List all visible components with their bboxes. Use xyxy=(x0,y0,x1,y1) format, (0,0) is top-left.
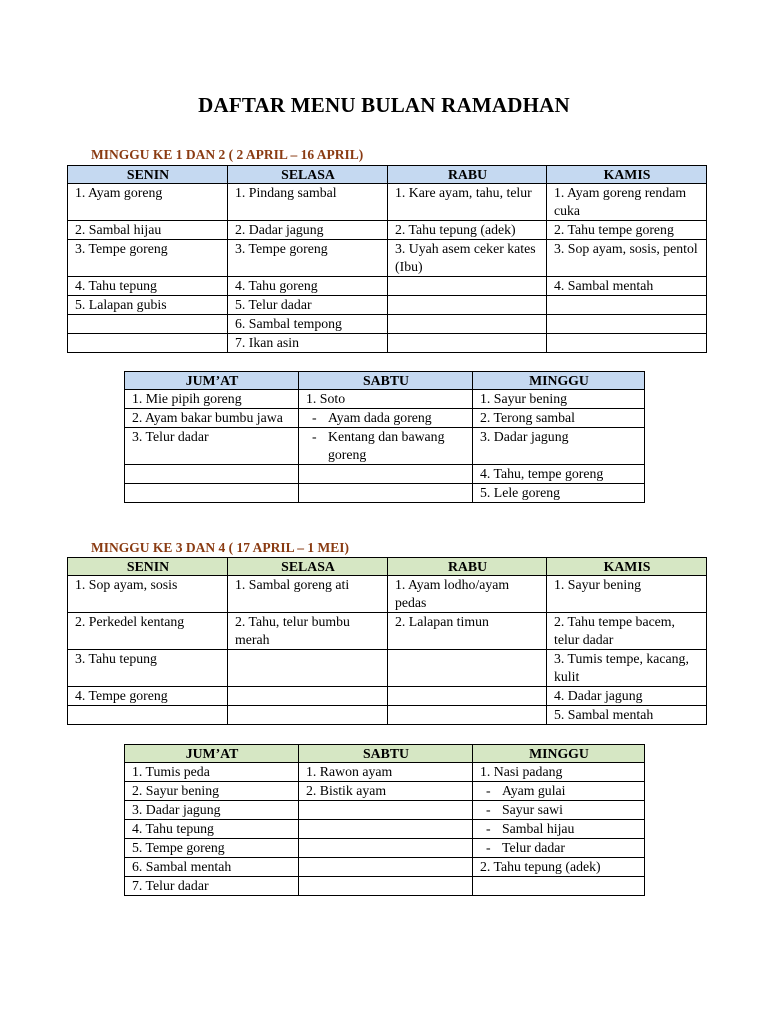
table-row xyxy=(68,334,707,353)
menu-cell xyxy=(547,334,707,353)
table-row xyxy=(68,613,707,650)
menu-cell: 6. Sambal mentah xyxy=(125,858,299,877)
menu-cell xyxy=(68,315,228,334)
menu-cell: 1. Mie pipih goreng xyxy=(125,390,299,409)
menu-cell xyxy=(299,409,473,428)
menu-cell: 2. Sambal hijau xyxy=(68,221,228,240)
table-row xyxy=(125,877,645,896)
column-header: JUM’AT xyxy=(125,372,299,390)
column-header: MINGGU xyxy=(473,745,645,763)
table-row xyxy=(68,650,707,687)
menu-cell: 1. Kare ayam, tahu, telur xyxy=(388,184,547,221)
column-header: RABU xyxy=(388,166,547,184)
menu-cell: 2. Tahu tepung (adek) xyxy=(473,858,645,877)
menu-cell: 1. Nasi padang xyxy=(473,763,645,782)
dash-bullet: - xyxy=(486,783,491,798)
section-label-week-3-4: MINGGU KE 3 DAN 4 ( 17 APRIL – 1 MEI) xyxy=(91,540,350,555)
menu-table-week-3-4-mon-thu xyxy=(67,557,707,725)
menu-cell: 3. Tempe goreng xyxy=(68,240,228,277)
menu-cell xyxy=(388,650,547,687)
menu-cell xyxy=(388,277,547,296)
dash-bullet: - xyxy=(312,429,317,444)
menu-cell xyxy=(388,315,547,334)
menu-cell xyxy=(125,484,299,503)
menu-cell xyxy=(473,839,645,858)
menu-cell xyxy=(299,858,473,877)
menu-cell: 4. Tahu tepung xyxy=(125,820,299,839)
column-header: SABTU xyxy=(299,372,473,390)
menu-cell xyxy=(68,706,228,725)
dash-bullet: - xyxy=(486,802,491,817)
dash-bullet: - xyxy=(486,840,491,855)
menu-cell xyxy=(473,820,645,839)
menu-cell: 4. Tahu tepung xyxy=(68,277,228,296)
table-row xyxy=(125,484,645,503)
menu-item-text: Ayam gulai xyxy=(502,783,566,798)
menu-cell xyxy=(299,428,473,465)
menu-table-week-3-4-fri-sun xyxy=(124,744,645,896)
menu-cell: 2. Perkedel kentang xyxy=(68,613,228,650)
menu-cell: 1. Pindang sambal xyxy=(228,184,388,221)
menu-cell xyxy=(388,687,547,706)
menu-cell xyxy=(299,801,473,820)
menu-cell: 2. Tahu tempe goreng xyxy=(547,221,707,240)
menu-cell: 3. Dadar jagung xyxy=(473,428,645,465)
menu-cell: 3. Sop ayam, sosis, pentol xyxy=(547,240,707,277)
menu-cell: 7. Telur dadar xyxy=(125,877,299,896)
table-row xyxy=(68,221,707,240)
table-header-row xyxy=(125,372,645,390)
menu-cell: 3. Tumis tempe, kacang, kulit xyxy=(547,650,707,687)
menu-cell: 2. Bistik ayam xyxy=(299,782,473,801)
menu-cell xyxy=(473,782,645,801)
table-row xyxy=(125,428,645,465)
menu-cell: 7. Ikan asin xyxy=(228,334,388,353)
menu-cell xyxy=(68,334,228,353)
table-row xyxy=(125,390,645,409)
table-row xyxy=(125,820,645,839)
menu-item-text: Sambal hijau xyxy=(502,821,575,836)
menu-cell: 1. Rawon ayam xyxy=(299,763,473,782)
column-header: JUM’AT xyxy=(125,745,299,763)
menu-cell: 4. Dadar jagung xyxy=(547,687,707,706)
page-title: DAFTAR MENU BULAN RAMADHAN xyxy=(198,93,570,117)
menu-item-text: Telur dadar xyxy=(502,840,566,855)
menu-cell: 4. Tahu, tempe goreng xyxy=(473,465,645,484)
menu-cell xyxy=(388,334,547,353)
menu-cell: 1. Ayam lodho/ayam pedas xyxy=(388,576,547,613)
menu-cell: 1. Tumis peda xyxy=(125,763,299,782)
table-row xyxy=(125,465,645,484)
menu-cell xyxy=(299,820,473,839)
menu-cell xyxy=(547,315,707,334)
menu-cell: 3. Tahu tepung xyxy=(68,650,228,687)
menu-cell xyxy=(473,801,645,820)
dash-bullet: - xyxy=(312,410,317,425)
column-header: SELASA xyxy=(228,166,388,184)
table-row xyxy=(125,763,645,782)
menu-cell: 2. Ayam bakar bumbu jawa xyxy=(125,409,299,428)
menu-cell: 3. Uyah asem ceker kates (Ibu) xyxy=(388,240,547,277)
menu-cell: 5. Lalapan gubis xyxy=(68,296,228,315)
table-header-row xyxy=(125,745,645,763)
table-header-row xyxy=(68,558,707,576)
menu-cell: 1. Sambal goreng ati xyxy=(228,576,388,613)
menu-cell: 2. Tahu tepung (adek) xyxy=(388,221,547,240)
dash-bullet: - xyxy=(486,821,491,836)
menu-item-text: Kentang dan bawang goreng xyxy=(328,429,445,462)
menu-cell: 2. Sayur bening xyxy=(125,782,299,801)
table-row xyxy=(125,839,645,858)
menu-cell xyxy=(388,706,547,725)
menu-cell: 2. Dadar jagung xyxy=(228,221,388,240)
column-header: KAMIS xyxy=(547,558,707,576)
menu-cell: 1. Sayur bening xyxy=(473,390,645,409)
table-row xyxy=(125,858,645,877)
table-row xyxy=(68,296,707,315)
menu-cell xyxy=(299,839,473,858)
table-row xyxy=(125,782,645,801)
menu-table-week-1-2-fri-sun xyxy=(124,371,645,503)
table-row xyxy=(125,409,645,428)
menu-cell: 1. Soto xyxy=(299,390,473,409)
column-header: KAMIS xyxy=(547,166,707,184)
table-header-row xyxy=(68,166,707,184)
menu-cell: 1. Sop ayam, sosis xyxy=(68,576,228,613)
menu-cell xyxy=(473,877,645,896)
table-row xyxy=(68,240,707,277)
menu-cell: 1. Ayam goreng xyxy=(68,184,228,221)
menu-cell xyxy=(228,687,388,706)
table-row xyxy=(68,315,707,334)
menu-cell: 5. Sambal mentah xyxy=(547,706,707,725)
menu-cell: 6. Sambal tempong xyxy=(228,315,388,334)
menu-cell xyxy=(125,465,299,484)
menu-cell: 2. Tahu, telur bumbu merah xyxy=(228,613,388,650)
menu-cell xyxy=(299,484,473,503)
column-header: MINGGU xyxy=(473,372,645,390)
menu-cell: 1. Sayur bening xyxy=(547,576,707,613)
menu-cell: 4. Tempe goreng xyxy=(68,687,228,706)
table-row xyxy=(68,277,707,296)
menu-cell xyxy=(299,877,473,896)
menu-cell: 5. Lele goreng xyxy=(473,484,645,503)
column-header: SABTU xyxy=(299,745,473,763)
menu-cell: 4. Sambal mentah xyxy=(547,277,707,296)
table-row xyxy=(68,576,707,613)
section-label-week-1-2: MINGGU KE 1 DAN 2 ( 2 APRIL – 16 APRIL) xyxy=(91,147,364,162)
menu-cell: 3. Tempe goreng xyxy=(228,240,388,277)
menu-cell xyxy=(547,296,707,315)
menu-cell: 2. Tahu tempe bacem, telur dadar xyxy=(547,613,707,650)
menu-cell xyxy=(388,296,547,315)
menu-cell: 3. Telur dadar xyxy=(125,428,299,465)
table-row xyxy=(125,801,645,820)
column-header: RABU xyxy=(388,558,547,576)
column-header: SELASA xyxy=(228,558,388,576)
table-row xyxy=(68,687,707,706)
menu-cell: 5. Telur dadar xyxy=(228,296,388,315)
menu-item-text: Ayam dada goreng xyxy=(328,410,432,425)
menu-cell: 1. Ayam goreng rendam cuka xyxy=(547,184,707,221)
menu-cell: 3. Dadar jagung xyxy=(125,801,299,820)
menu-item-text: Sayur sawi xyxy=(502,802,563,817)
column-header: SENIN xyxy=(68,558,228,576)
table-row xyxy=(68,184,707,221)
menu-table-week-1-2-mon-thu xyxy=(67,165,707,353)
menu-cell xyxy=(228,650,388,687)
menu-cell xyxy=(299,465,473,484)
menu-cell: 4. Tahu goreng xyxy=(228,277,388,296)
menu-cell: 2. Terong sambal xyxy=(473,409,645,428)
menu-cell: 2. Lalapan timun xyxy=(388,613,547,650)
column-header: SENIN xyxy=(68,166,228,184)
table-row xyxy=(68,706,707,725)
menu-cell xyxy=(228,706,388,725)
menu-cell: 5. Tempe goreng xyxy=(125,839,299,858)
